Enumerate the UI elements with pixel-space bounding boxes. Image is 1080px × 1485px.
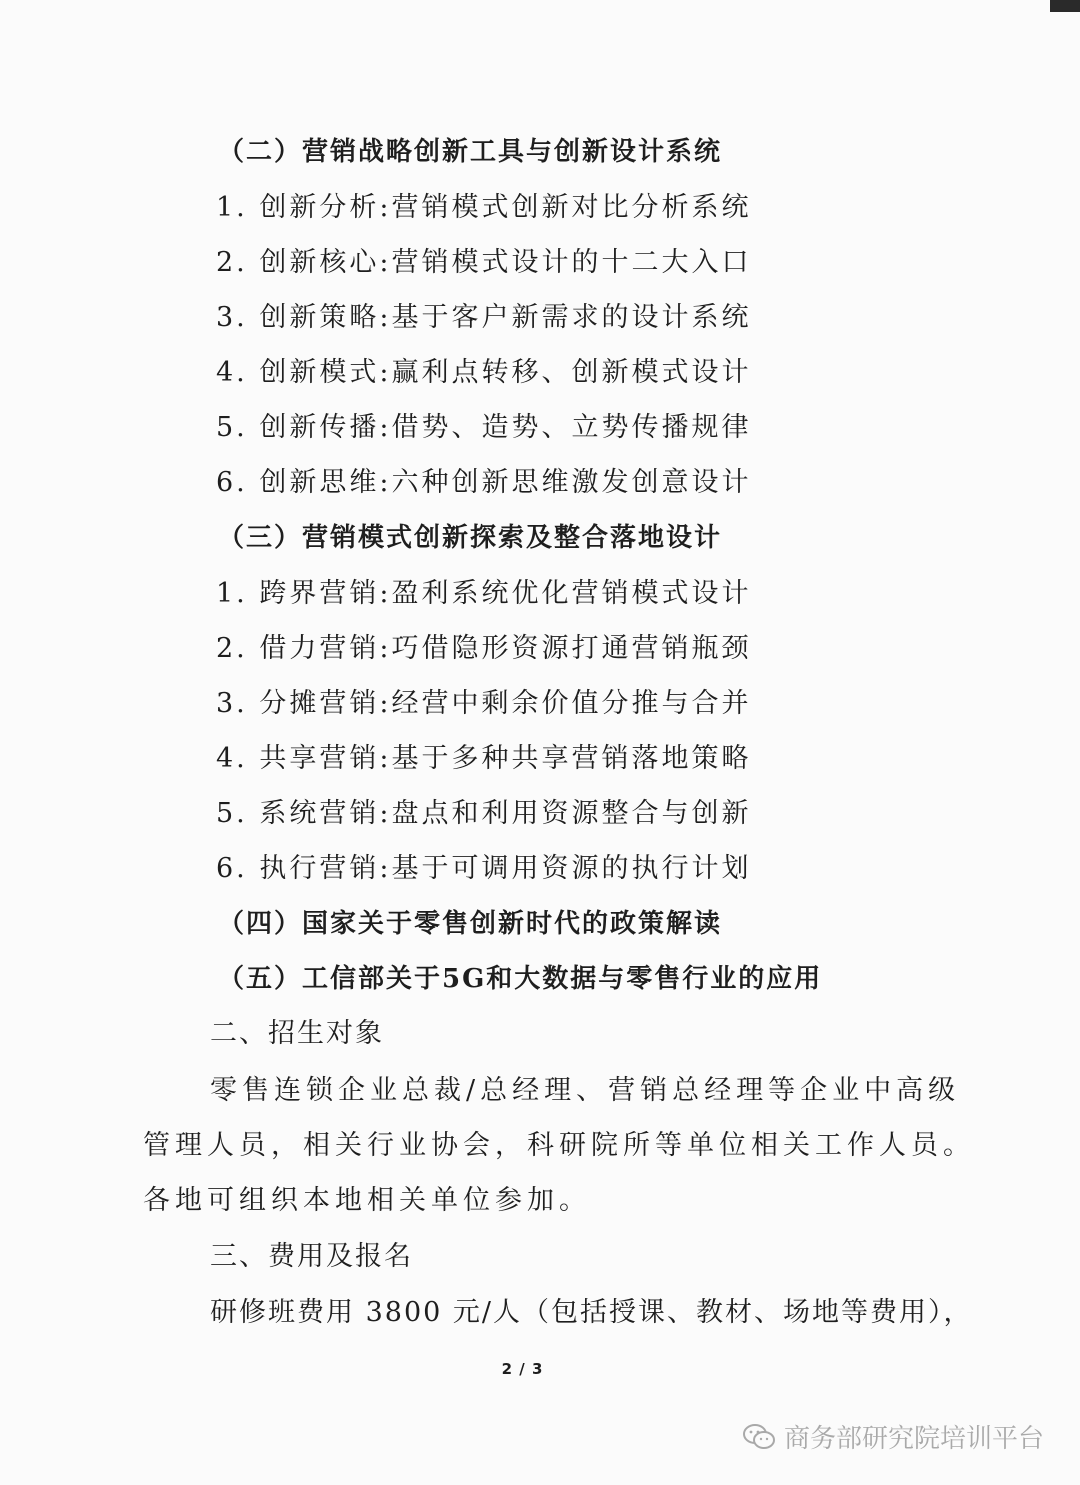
- scan-corner-mark: [1050, 0, 1080, 12]
- watermark: [742, 1418, 1044, 1455]
- fees-line: 研修班费用 3800 元/人（包括授课、教材、场地等费用），: [210, 1297, 973, 1328]
- enrollment-line-1: 零售连锁企业总裁/总经理、营销总经理等企业中高级: [210, 1075, 961, 1106]
- fees-title: 三、费用及报名: [210, 1241, 413, 1272]
- enrollment-title: 二、招生对象: [210, 1018, 384, 1049]
- enrollment-line-3: 各地可组织本地相关单位参加。: [143, 1185, 591, 1216]
- section-3-heading: （三）营销模式创新探索及整合落地设计: [218, 523, 723, 553]
- section-3-item-6: 6. 执行营销:基于可调用资源的执行计划: [216, 853, 752, 884]
- section-3-item-3: 3. 分摊营销:经营中剩余价值分推与合并: [216, 688, 752, 719]
- section-3-item-5: 5. 系统营销:盘点和利用资源整合与创新: [216, 798, 752, 829]
- section-2-heading: （二）营销战略创新工具与创新设计系统: [218, 137, 723, 167]
- page-number: 2 / 3: [501, 1360, 544, 1378]
- section-2-item-2: 2. 创新核心:营销模式设计的十二大入口: [216, 247, 752, 278]
- section-5-heading: （五）工信部关于5G和大数据与零售行业的应用: [218, 964, 823, 994]
- wechat-icon: [742, 1423, 776, 1451]
- section-2-item-3: 3. 创新策略:基于客户新需求的设计系统: [216, 302, 752, 333]
- section-3-item-2: 2. 借力营销:巧借隐形资源打通营销瓶颈: [216, 633, 752, 664]
- watermark-text: 商务部研究院培训平台: [783, 1424, 1044, 1454]
- section-3-item-4: 4. 共享营销:基于多种共享营销落地策略: [216, 743, 752, 774]
- section-2-item-1: 1. 创新分析:营销模式创新对比分析系统: [216, 192, 752, 223]
- section-2-item-4: 4. 创新模式:赢利点转移、创新模式设计: [216, 357, 752, 388]
- section-4-heading: （四）国家关于零售创新时代的政策解读: [218, 909, 723, 939]
- section-3-item-1: 1. 跨界营销:盈利系统优化营销模式设计: [216, 578, 752, 609]
- section-2-item-5: 5. 创新传播:借势、造势、立势传播规律: [216, 412, 752, 443]
- section-2-item-6: 6. 创新思维:六种创新思维激发创意设计: [216, 467, 752, 498]
- enrollment-line-2: 管理人员，相关行业协会，科研院所等单位相关工作人员。: [143, 1130, 975, 1161]
